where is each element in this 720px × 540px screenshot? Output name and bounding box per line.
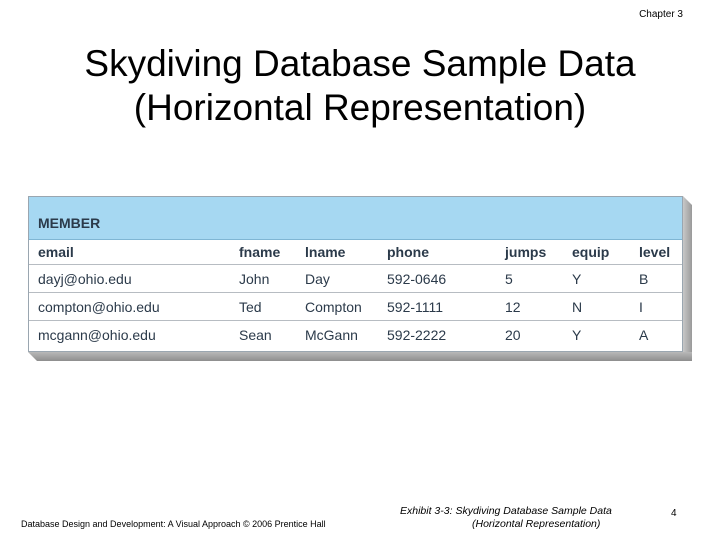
column-header-equip: equip	[572, 244, 610, 260]
exhibit-caption-line-1: Exhibit 3-3: Skydiving Database Sample Data	[400, 505, 612, 517]
cell-level: B	[639, 270, 649, 287]
cell-equip: Y	[572, 327, 582, 343]
cell-phone: 592-2222	[387, 327, 447, 343]
cell-lname: Day	[305, 270, 330, 287]
cell-email: compton@ohio.edu	[38, 298, 160, 315]
cell-email: mcgann@ohio.edu	[38, 327, 156, 343]
column-header-jumps: jumps	[505, 244, 547, 260]
exhibit-caption-line-2: (Horizontal Representation)	[472, 518, 601, 530]
cell-level: A	[639, 327, 649, 343]
column-header-level: level	[639, 244, 671, 260]
table-bevel-right	[683, 196, 692, 355]
member-table	[28, 196, 683, 352]
cell-lname: McGann	[305, 327, 358, 343]
cell-jumps: 20	[505, 327, 521, 343]
table-name: MEMBER	[29, 197, 682, 240]
table-header-row	[29, 240, 682, 265]
cell-fname: Ted	[239, 298, 262, 315]
column-header-email: email	[38, 244, 74, 260]
slide-title-line-1: Skydiving Database Sample Data	[84, 43, 636, 84]
table-row	[29, 293, 682, 321]
cell-lname: Compton	[305, 298, 362, 315]
footer-source: Database Design and Development: A Visual Approach © 2006 Prentice Hall	[21, 519, 326, 529]
cell-level: I	[639, 298, 643, 315]
table-bevel-bottom	[28, 352, 692, 361]
cell-equip: N	[572, 298, 583, 315]
cell-email: dayj@ohio.edu	[38, 270, 132, 287]
slide-title-line-2: (Horizontal Representation)	[133, 87, 587, 128]
table-row	[29, 265, 682, 293]
cell-fname: Sean	[239, 327, 272, 343]
cell-equip: Y	[572, 270, 582, 287]
cell-phone: 592-1111	[387, 298, 444, 315]
chapter-label: Chapter 3	[639, 9, 683, 20]
cell-jumps: 5	[505, 270, 513, 287]
cell-phone: 592-0646	[387, 270, 447, 287]
cell-fname: John	[239, 270, 270, 287]
cell-jumps: 12	[505, 298, 521, 315]
table-row	[29, 321, 682, 349]
column-header-fname: fname	[239, 244, 281, 260]
page-number: 4	[671, 508, 677, 519]
column-header-phone: phone	[387, 244, 429, 260]
column-header-lname: lname	[305, 244, 346, 260]
slide-title	[0, 42, 720, 130]
